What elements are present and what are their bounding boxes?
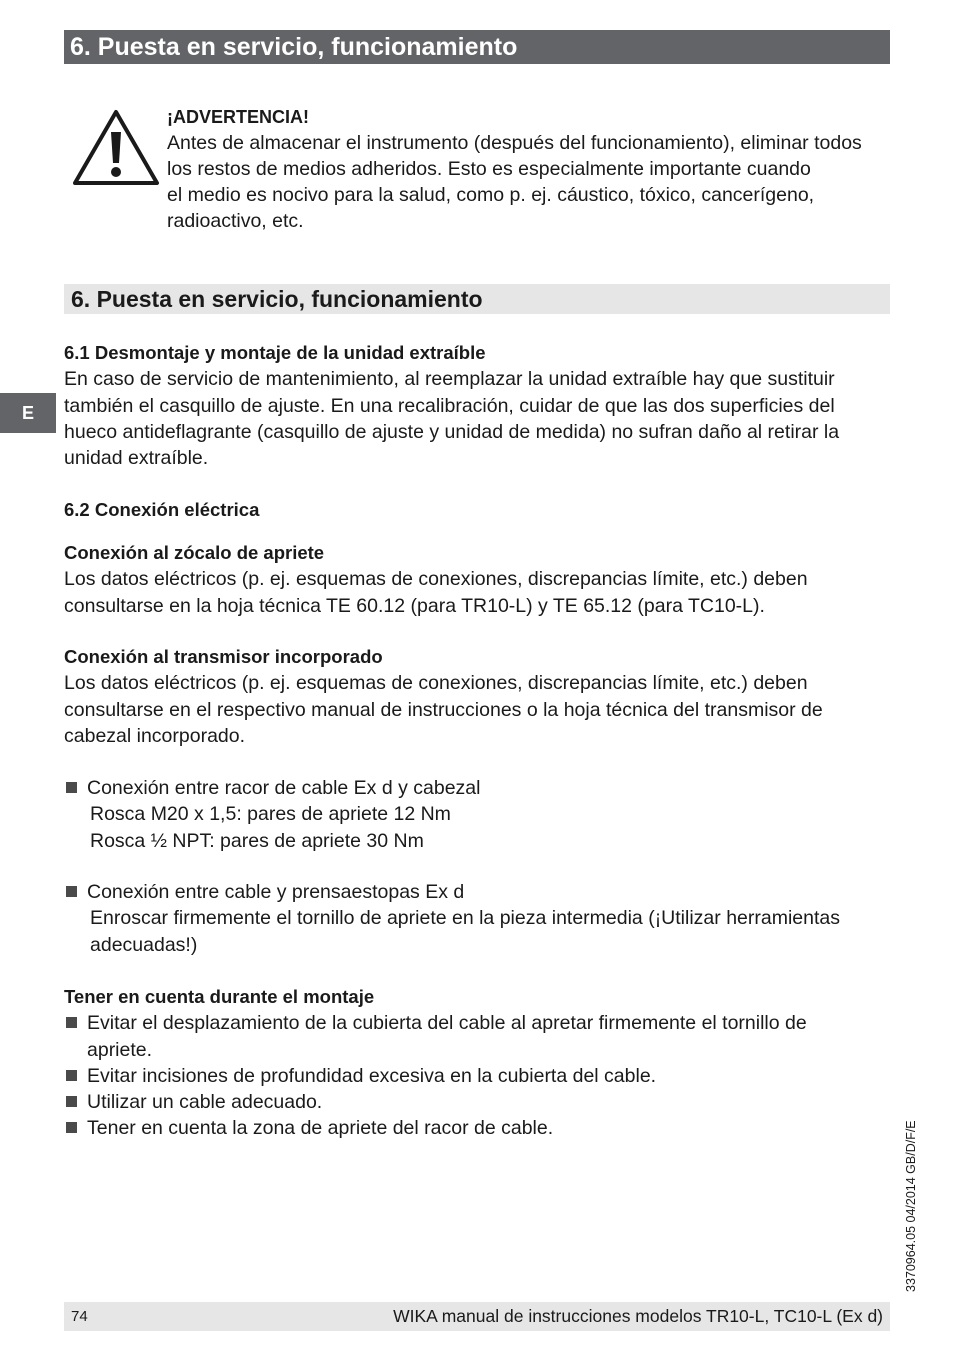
section-header: 6. Puesta en servicio, funcionamiento	[64, 284, 890, 314]
warning-block	[167, 104, 897, 234]
bullet-racor-block	[64, 775, 890, 854]
list-subline: apriete.	[87, 1038, 153, 1061]
paragraph-line: En caso de servicio de mantenimiento, al reemplazar la unidad extraíble hay que sustituir	[64, 368, 835, 391]
section-6-2-title: 6.2 Conexión eléctrica	[64, 499, 260, 520]
page-number: 74	[71, 1308, 88, 1325]
list-subline: Rosca ½ NPT: pares de apriete 30 Nm	[90, 829, 424, 852]
warning-title: ¡ADVERTENCIA!	[167, 107, 309, 127]
section-6-1-title: 6.1 Desmontaje y montaje de la unidad extraíble	[64, 342, 486, 363]
paragraph-line: también el casquillo de ajuste. En una recalibración, cuidar de que las dos superficies del	[64, 394, 835, 417]
bullet-cable-block	[64, 879, 890, 958]
montaje-block	[64, 984, 890, 1142]
list-item: Conexión entre cable y prensaestopas Ex d	[64, 879, 890, 905]
paragraph-line: hueco antideflagrante (casquillo de ajuste y unidad de medida) no sufran daño al retirar la	[64, 420, 840, 443]
list-item: Tener en cuenta la zona de apriete del racor de cable.	[64, 1115, 890, 1141]
warning-line: Antes de almacenar el instrumento (después del funcionamiento), eliminar todos	[167, 132, 862, 154]
list-item: Evitar incisiones de profundidad excesiva en la cubierta del cable.	[64, 1063, 890, 1089]
section-6-1	[64, 340, 890, 471]
list-item: Conexión entre racor de cable Ex d y cabezal	[64, 775, 890, 801]
document-code: 3370964.05 04/2014 GB/D/F/E	[904, 1120, 918, 1292]
paragraph-line: consultarse en la hoja técnica TE 60.12 (para TR10-L) y TE 65.12 (para TC10-L).	[64, 594, 765, 617]
paragraph-line: Los datos eléctricos (p. ej. esquemas de conexiones, discrepancias límite, etc.) deben	[64, 672, 808, 695]
paragraph-line: unidad extraíble.	[64, 447, 209, 470]
paragraph-line: consultarse en el respectivo manual de instrucciones o la hoja técnica del transmisor de	[64, 698, 823, 721]
footer-title: WIKA manual de instrucciones modelos TR10-L, TC10-L (Ex d)	[393, 1306, 883, 1326]
warning-line: los restos de medios adheridos. Esto es especialmente importante cuando	[167, 158, 811, 180]
transmisor-title: Conexión al transmisor incorporado	[64, 646, 383, 667]
list-subline: Rosca M20 x 1,5: pares de apriete 12 Nm	[90, 803, 451, 826]
language-tab: E	[0, 393, 56, 433]
paragraph-line: Los datos eléctricos (p. ej. esquemas de conexiones, discrepancias límite, etc.) deben	[64, 568, 808, 591]
transmisor-block	[64, 644, 890, 749]
warning-line: radioactivo, etc.	[167, 210, 304, 232]
paragraph-line: cabezal incorporado.	[64, 724, 246, 747]
warning-line: el medio es nocivo para la salud, como p. ej. cáustico, tóxico, cancerígeno,	[167, 184, 815, 206]
page-footer	[64, 1302, 890, 1331]
warning-triangle-icon	[72, 108, 160, 186]
montaje-title: Tener en cuenta durante el montaje	[64, 986, 375, 1007]
list-item: Utilizar un cable adecuado.	[64, 1089, 890, 1115]
list-item: Evitar el desplazamiento de la cubierta del cable al apretar firmemente el tornillo de	[64, 1010, 890, 1036]
list-subline: Enroscar firmemente el tornillo de apriete en la pieza intermedia (¡Utilizar herramientas	[90, 907, 840, 930]
zocalo-block	[64, 540, 890, 619]
list-subline: adecuadas!)	[90, 933, 198, 956]
zocalo-title: Conexión al zócalo de apriete	[64, 542, 325, 563]
page-header: 6. Puesta en servicio, funcionamiento	[64, 30, 890, 64]
